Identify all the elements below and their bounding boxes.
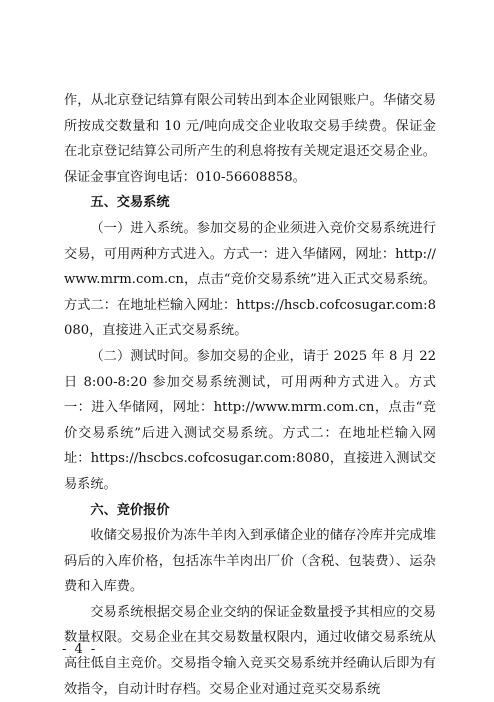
document-body	[64, 88, 436, 702]
paragraph-bid-price: 收储交易报价为冻牛羊肉入到承储企业的储存冷库并完成堆码后的入库价格，包括冻牛羊肉出厂价（含税、包装费）、运杂费和入库费。	[64, 528, 436, 595]
paragraph-deposit-refund: 作，从北京登记结算有限公司转出到本企业网银账户。华储交易所按成交数量和 10 元/吨向成交企业收取交易手续费。保证金在北京登记结算公司所产生的利息将按有关规定退还交易企业。保证金事宜咨询电话：010-56608858。	[64, 93, 436, 185]
paragraph-quantity-limit: 交易系统根据交易企业交纳的保证金数量授予其相应的交易数量权限。交易企业在其交易数量权限内，通过收储交易系统从高往低自主竞价。交易指令输入竞买交易系统并经确认后即为有效指令，自动计时存档。交易企业对通过竞买交易系统	[64, 604, 436, 697]
section-heading-bidding: 六、竞价报价	[90, 502, 170, 518]
paragraph-test-time: （二）测试时间。参加交易的企业，请于 2025 年 8 月 22 日 8:00-8:20 参加交易系统测试，可用两种方式进入。方式一：进入华储网，网址：http://www.mrm.com.cn，点击“竞价交易系统”后进入测试交易系统。方式二：在地址栏输入网址：https://hscbcs.cofcosugar.com:8080，直接进入测试交易系统。	[64, 348, 436, 492]
page-number: - 4 -	[62, 642, 98, 657]
section-heading-trading-system: 五、交易系统	[90, 195, 170, 211]
paragraph-enter-system: （一）进入系统。参加交易的企业须进入竞价交易系统进行交易，可用两种方式进入。方式一：进入华储网，网址：http://www.mrm.com.cn，点击“竞价交易系统”进入正式交易系统。方式二：在地址栏输入网址：https://hscb.cofcosugar.com:8080，直接进入正式交易系统。	[64, 220, 436, 339]
